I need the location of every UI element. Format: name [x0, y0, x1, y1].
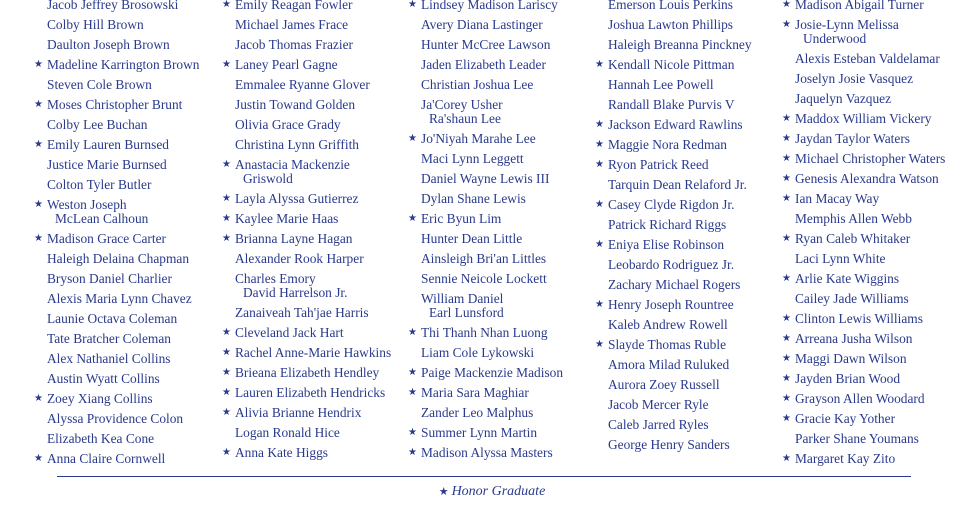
honor-star-icon: ★ [408, 427, 417, 438]
graduate-name: Michael Christopher Waters [795, 151, 946, 166]
graduate-name: Haleigh Breanna Pinckney [608, 37, 752, 52]
graduate-name: Laney Pearl Gagne [235, 57, 338, 72]
graduate-name: Arlie Kate Wiggins [795, 271, 900, 286]
graduate-name-continued: Griswold [243, 171, 293, 186]
honor-star-icon: ★ [595, 299, 604, 310]
graduate-entry [595, 0, 775, 12]
graduate-name-continued: Earl Lunsford [429, 305, 504, 320]
graduate-entry [408, 346, 588, 360]
honor-star-icon: ★ [782, 313, 791, 324]
graduate-name: Jo'Niyah Marahe Lee [421, 131, 536, 146]
graduate-entry [408, 252, 588, 266]
graduate-entry [34, 272, 214, 286]
graduate-entry [782, 412, 960, 426]
graduate-entry [595, 418, 775, 432]
legend [0, 483, 960, 501]
graduate-entry [595, 298, 775, 312]
graduate-name: Ian Macay Way [795, 191, 880, 206]
graduate-name: Bryson Daniel Charlier [47, 271, 172, 286]
graduate-name: Jaquelyn Vazquez [795, 91, 892, 106]
graduate-name: Aurora Zoey Russell [608, 377, 720, 392]
honor-star-icon: ★ [595, 239, 604, 250]
honor-star-icon: ★ [408, 447, 417, 458]
graduate-entry [222, 306, 402, 320]
graduate-name: Moses Christopher Brunt [47, 97, 183, 112]
honor-star-icon: ★ [34, 233, 43, 244]
graduate-entry [222, 272, 402, 300]
graduate-entry [595, 18, 775, 32]
graduate-name: Cailey Jade Williams [795, 291, 909, 306]
graduate-entry [34, 0, 214, 12]
honor-star-icon: ★ [34, 139, 43, 150]
graduate-entry [34, 292, 214, 306]
graduate-entry [595, 338, 775, 352]
graduate-name: Caleb Jarred Ryles [608, 417, 709, 432]
graduate-name: Colton Tyler Butler [47, 177, 152, 192]
graduate-entry [595, 398, 775, 412]
graduate-name: Hannah Lee Powell [608, 77, 714, 92]
graduate-entry [782, 152, 960, 166]
honor-star-icon: ★ [408, 133, 417, 144]
graduate-name: Colby Hill Brown [47, 17, 144, 32]
graduate-entry [408, 386, 588, 400]
honor-star-icon: ★ [408, 213, 417, 224]
honor-star-icon: ★ [34, 59, 43, 70]
honor-star-icon: ★ [222, 367, 231, 378]
honor-star-icon: ★ [222, 407, 231, 418]
graduate-entry [408, 406, 588, 420]
graduate-entry [222, 212, 402, 226]
graduate-name: Jaden Elizabeth Leader [421, 57, 546, 72]
graduate-entry [595, 318, 775, 332]
graduate-entry [782, 232, 960, 246]
graduate-entry [595, 438, 775, 452]
graduate-entry [222, 158, 402, 186]
graduate-name: Brianna Layne Hagan [235, 231, 353, 246]
graduate-entry [222, 252, 402, 266]
graduate-name: Ja'Corey Usher [421, 97, 503, 112]
graduate-entry [34, 138, 214, 152]
graduate-entry [782, 172, 960, 186]
honor-star-icon: ★ [782, 19, 791, 30]
graduate-entry [34, 38, 214, 52]
graduate-entry [408, 132, 588, 146]
honor-star-icon: ★ [222, 59, 231, 70]
graduate-name: Ryon Patrick Reed [608, 157, 709, 172]
graduate-name: Amora Milad Ruluked [608, 357, 730, 372]
graduate-name: Paige Mackenzie Madison [421, 365, 564, 380]
graduate-name: Clinton Lewis Williams [795, 311, 923, 326]
graduate-entry [782, 252, 960, 266]
graduate-name: Christian Joshua Lee [421, 77, 534, 92]
graduate-name: William Daniel [421, 291, 504, 306]
graduate-name: Anastacia Mackenzie [235, 157, 350, 172]
honor-star-icon: ★ [222, 0, 231, 10]
graduate-entry [595, 198, 775, 212]
graduate-entry [782, 392, 960, 406]
graduate-name: Madison Grace Carter [47, 231, 166, 246]
graduate-entry [222, 0, 402, 12]
graduate-name: Jacob Mercer Ryle [608, 397, 709, 412]
graduate-name: Avery Diana Lastinger [421, 17, 543, 32]
graduate-name: Eric Byun Lim [421, 211, 502, 226]
graduate-name: Emily Lauren Burnsed [47, 137, 169, 152]
graduate-name: Genesis Alexandra Watson [795, 171, 939, 186]
graduate-entry [34, 18, 214, 32]
graduate-entry [408, 232, 588, 246]
graduate-name: Steven Cole Brown [47, 77, 152, 92]
graduate-entry [34, 332, 214, 346]
graduate-entry [782, 432, 960, 446]
graduate-name: Lauren Elizabeth Hendricks [235, 385, 386, 400]
graduate-name: Patrick Richard Riggs [608, 217, 727, 232]
graduate-name: Emmalee Ryanne Glover [235, 77, 370, 92]
graduate-name: Hunter McCree Lawson [421, 37, 551, 52]
graduate-name-continued: Ra'shaun Lee [429, 111, 501, 126]
graduate-entry [34, 58, 214, 72]
graduate-name: Joshua Lawton Phillips [608, 17, 733, 32]
graduate-entry [222, 406, 402, 420]
graduate-entry [595, 98, 775, 112]
legend-label: Honor Graduate [451, 484, 546, 499]
graduate-name: George Henry Sanders [608, 437, 730, 452]
honor-star-icon: ★ [782, 193, 791, 204]
graduate-name: Jayden Brian Wood [795, 371, 901, 386]
graduate-entry [408, 192, 588, 206]
honor-star-icon: ★ [782, 133, 791, 144]
graduate-entry [782, 112, 960, 126]
graduate-entry [408, 18, 588, 32]
name-column-1 [34, 0, 214, 466]
graduate-name: Zanaiveah Tah'jae Harris [235, 305, 369, 320]
graduate-name: Hunter Dean Little [421, 231, 523, 246]
graduate-entry [782, 72, 960, 86]
honor-star-icon: ★ [222, 193, 231, 204]
graduate-entry [595, 38, 775, 52]
graduate-name: Justice Marie Burnsed [47, 157, 167, 172]
graduate-name: Colby Lee Buchan [47, 117, 148, 132]
honor-star-icon: ★ [782, 393, 791, 404]
graduate-name: Maggie Nora Redman [608, 137, 727, 152]
graduate-entry [782, 452, 960, 466]
graduate-name: Lindsey Madison Lariscy [421, 0, 558, 12]
graduate-entry [408, 426, 588, 440]
graduate-name: Margaret Kay Zito [795, 451, 896, 466]
graduate-entry [595, 218, 775, 232]
graduate-name: Tate Bratcher Coleman [47, 331, 171, 346]
graduate-entry [34, 392, 214, 406]
graduate-entry [408, 326, 588, 340]
graduate-name: Charles Emory [235, 271, 316, 286]
graduate-name: Anna Claire Cornwell [47, 451, 166, 466]
graduate-entry [34, 412, 214, 426]
graduate-entry [222, 386, 402, 400]
graduate-name: Grayson Allen Woodard [795, 391, 925, 406]
graduate-entry [222, 118, 402, 132]
honor-star-icon: ★ [34, 453, 43, 464]
graduate-entry [34, 198, 214, 226]
graduate-entry [595, 258, 775, 272]
graduate-name: Randall Blake Purvis V [608, 97, 735, 112]
graduate-name: Memphis Allen Webb [795, 211, 912, 226]
graduate-name: Maria Sara Maghiar [421, 385, 529, 400]
honor-star-icon: ★ [222, 347, 231, 358]
graduate-name: Layla Alyssa Gutierrez [235, 191, 359, 206]
graduate-entry [222, 232, 402, 246]
graduate-entry [408, 366, 588, 380]
graduate-entry [34, 178, 214, 192]
graduate-name: Justin Towand Golden [235, 97, 356, 112]
graduate-name: Liam Cole Lykowski [421, 345, 535, 360]
graduate-name: Maci Lynn Leggett [421, 151, 524, 166]
graduate-name: Gracie Kay Yother [795, 411, 896, 426]
graduate-entry [782, 372, 960, 386]
graduate-name: Alyssa Providence Colon [47, 411, 184, 426]
graduate-entry [408, 98, 588, 126]
honor-star-icon: ★ [782, 113, 791, 124]
honor-star-icon: ★ [595, 139, 604, 150]
graduate-entry [222, 58, 402, 72]
graduate-name: Michael James Frace [235, 17, 349, 32]
graduate-entry [595, 278, 775, 292]
graduate-entry [408, 152, 588, 166]
graduate-name: Rachel Anne-Marie Hawkins [235, 345, 392, 360]
graduate-name: Joselyn Josie Vasquez [795, 71, 914, 86]
graduate-entry [782, 132, 960, 146]
honor-star-icon: ★ [222, 159, 231, 170]
graduate-entry [782, 192, 960, 206]
honor-star-icon: ★ [782, 0, 791, 10]
graduate-name: Haleigh Delaina Chapman [47, 251, 190, 266]
graduate-name: Weston Joseph [47, 197, 127, 212]
graduate-name: Zander Leo Malphus [421, 405, 534, 420]
graduate-entry [408, 446, 588, 460]
graduate-entry [408, 78, 588, 92]
divider-rule [57, 476, 911, 477]
graduate-entry [34, 232, 214, 246]
honor-star-icon: ★ [782, 413, 791, 424]
graduate-entry [782, 292, 960, 306]
honor-star-icon: ★ [782, 373, 791, 384]
honor-star-icon: ★ [34, 393, 43, 404]
graduate-name: Sennie Neicole Lockett [421, 271, 547, 286]
graduate-entry [782, 212, 960, 226]
graduate-entry [34, 452, 214, 466]
graduate-entry [222, 138, 402, 152]
graduate-entry [782, 92, 960, 106]
graduate-name: Daulton Joseph Brown [47, 37, 170, 52]
honor-star-icon: ★ [782, 353, 791, 364]
graduate-name-continued: Underwood [803, 31, 867, 46]
graduate-name: Daniel Wayne Lewis III [421, 171, 550, 186]
honor-star-icon: ★ [782, 233, 791, 244]
graduate-name: Slayde Thomas Ruble [608, 337, 727, 352]
graduate-entry [222, 38, 402, 52]
graduate-entry [782, 0, 960, 12]
honor-star-icon: ★ [782, 153, 791, 164]
graduate-name: Madison Alyssa Masters [421, 445, 553, 460]
graduate-name: Emily Reagan Fowler [235, 0, 353, 12]
honor-star-icon: ★ [408, 367, 417, 378]
honor-star-icon: ★ [408, 327, 417, 338]
graduate-entry [222, 78, 402, 92]
name-column-3 [408, 0, 588, 460]
graduate-entry [782, 332, 960, 346]
graduate-name: Jaydan Taylor Waters [795, 131, 910, 146]
honor-star-icon: ★ [408, 387, 417, 398]
graduate-name: Jacob Thomas Frazier [235, 37, 353, 52]
honor-star-icon: ★ [595, 339, 604, 350]
honor-star-icon: ★ [595, 159, 604, 170]
honor-star-icon: ★ [34, 99, 43, 110]
graduate-name: Arreana Jusha Wilson [795, 331, 913, 346]
graduate-name: Elizabeth Kea Cone [47, 431, 155, 446]
graduate-entry [34, 118, 214, 132]
graduate-name: Madeline Karrington Brown [47, 57, 200, 72]
graduate-name: Maggi Dawn Wilson [795, 351, 907, 366]
graduate-entry [34, 78, 214, 92]
graduate-entry [222, 446, 402, 460]
graduate-entry [595, 138, 775, 152]
graduate-name: Zoey Xiang Collins [47, 391, 153, 406]
graduate-entry [222, 192, 402, 206]
honor-star-icon: ★ [782, 173, 791, 184]
graduate-entry [222, 346, 402, 360]
graduate-entry [34, 158, 214, 172]
honor-star-icon: ★ [222, 387, 231, 398]
graduate-name: Olivia Grace Grady [235, 117, 341, 132]
name-column-2 [222, 0, 402, 460]
graduate-name: Alexis Maria Lynn Chavez [47, 291, 192, 306]
honor-star-icon: ★ [34, 199, 43, 210]
honor-star-icon: ★ [595, 119, 604, 130]
honor-star-icon: ★ [595, 59, 604, 70]
graduate-name: Kaylee Marie Haas [235, 211, 339, 226]
name-column-5 [782, 0, 960, 466]
graduate-entry [595, 78, 775, 92]
honor-star-icon: ★ [222, 233, 231, 244]
graduate-name: Alivia Brianne Hendrix [235, 405, 362, 420]
graduate-name: Launie Octava Coleman [47, 311, 178, 326]
graduate-name: Madison Abigail Turner [795, 0, 924, 12]
graduate-entry [408, 212, 588, 226]
graduate-entry [34, 372, 214, 386]
graduate-name: Kendall Nicole Pittman [608, 57, 735, 72]
graduate-entry [222, 18, 402, 32]
graduate-entry [595, 158, 775, 172]
graduate-entry [408, 292, 588, 320]
honor-star-icon: ★ [222, 213, 231, 224]
honor-star-icon: ★ [782, 453, 791, 464]
graduate-name: Maddox William Vickery [795, 111, 932, 126]
graduate-name: Cleveland Jack Hart [235, 325, 344, 340]
graduate-name: Eniya Elise Robinson [608, 237, 725, 252]
graduate-entry [408, 272, 588, 286]
graduate-name: Anna Kate Higgs [235, 445, 328, 460]
graduate-entry [222, 326, 402, 340]
graduate-name: Dylan Shane Lewis [421, 191, 526, 206]
graduate-name: Summer Lynn Martin [421, 425, 538, 440]
graduate-name: Casey Clyde Rigdon Jr. [608, 197, 735, 212]
graduate-entry [595, 238, 775, 252]
graduate-name: Ainsleigh Bri'an Littles [421, 251, 547, 266]
honor-star-icon: ★ [408, 0, 417, 10]
graduate-name: Logan Ronald Hice [235, 425, 340, 440]
graduate-entry [222, 366, 402, 380]
graduate-entry [782, 312, 960, 326]
graduate-entry [408, 38, 588, 52]
graduate-name: Josie-Lynn Melissa [795, 17, 899, 32]
graduate-name: Kaleb Andrew Rowell [608, 317, 728, 332]
graduate-name: Austin Wyatt Collins [47, 371, 160, 386]
name-column-4 [595, 0, 775, 452]
graduate-entry [408, 58, 588, 72]
graduate-name: Henry Joseph Rountree [608, 297, 734, 312]
graduate-name: Emerson Louis Perkins [608, 0, 733, 12]
graduate-name: Jackson Edward Rawlins [608, 117, 743, 132]
graduate-name: Thi Thanh Nhan Luong [421, 325, 548, 340]
graduate-entry [595, 378, 775, 392]
graduate-entry [222, 426, 402, 440]
graduate-entry [34, 432, 214, 446]
graduate-name: Tarquin Dean Relaford Jr. [608, 177, 747, 192]
graduate-entry [595, 178, 775, 192]
graduate-name: Ryan Caleb Whitaker [795, 231, 911, 246]
graduate-entry [782, 352, 960, 366]
graduate-entry [34, 312, 214, 326]
graduate-entry [595, 118, 775, 132]
graduate-name: Christina Lynn Griffith [235, 137, 359, 152]
graduate-name-continued: McLean Calhoun [55, 211, 149, 226]
graduate-name: Zachary Michael Rogers [608, 277, 741, 292]
graduate-name: Alexander Rook Harper [235, 251, 364, 266]
honor-star-icon: ★ [782, 333, 791, 344]
graduate-entry [408, 0, 588, 12]
honor-star-icon: ★ [595, 199, 604, 210]
graduate-entry [595, 358, 775, 372]
honor-star-icon: ★ [782, 273, 791, 284]
graduate-name-continued: David Harrelson Jr. [243, 285, 348, 300]
graduate-entry [222, 98, 402, 112]
graduate-name: Alex Nathaniel Collins [47, 351, 171, 366]
graduate-name: Alexis Esteban Valdelamar [795, 51, 940, 66]
graduate-name: Parker Shane Youmans [795, 431, 919, 446]
graduate-entry [34, 252, 214, 266]
graduate-entry [408, 172, 588, 186]
graduate-entry [595, 58, 775, 72]
graduate-entry [782, 52, 960, 66]
honor-star-icon: ★ [222, 447, 231, 458]
graduate-entry [34, 98, 214, 112]
graduate-name: Jacob Jeffrey Brosowski [47, 0, 179, 12]
honor-star-icon: ★ [438, 486, 449, 498]
graduate-entry [34, 352, 214, 366]
graduate-name: Leobardo Rodriguez Jr. [608, 257, 735, 272]
graduate-entry [782, 272, 960, 286]
honor-star-icon: ★ [222, 327, 231, 338]
graduate-entry [782, 18, 960, 46]
graduate-name: Brieana Elizabeth Hendley [235, 365, 380, 380]
graduate-name: Laci Lynn White [795, 251, 886, 266]
